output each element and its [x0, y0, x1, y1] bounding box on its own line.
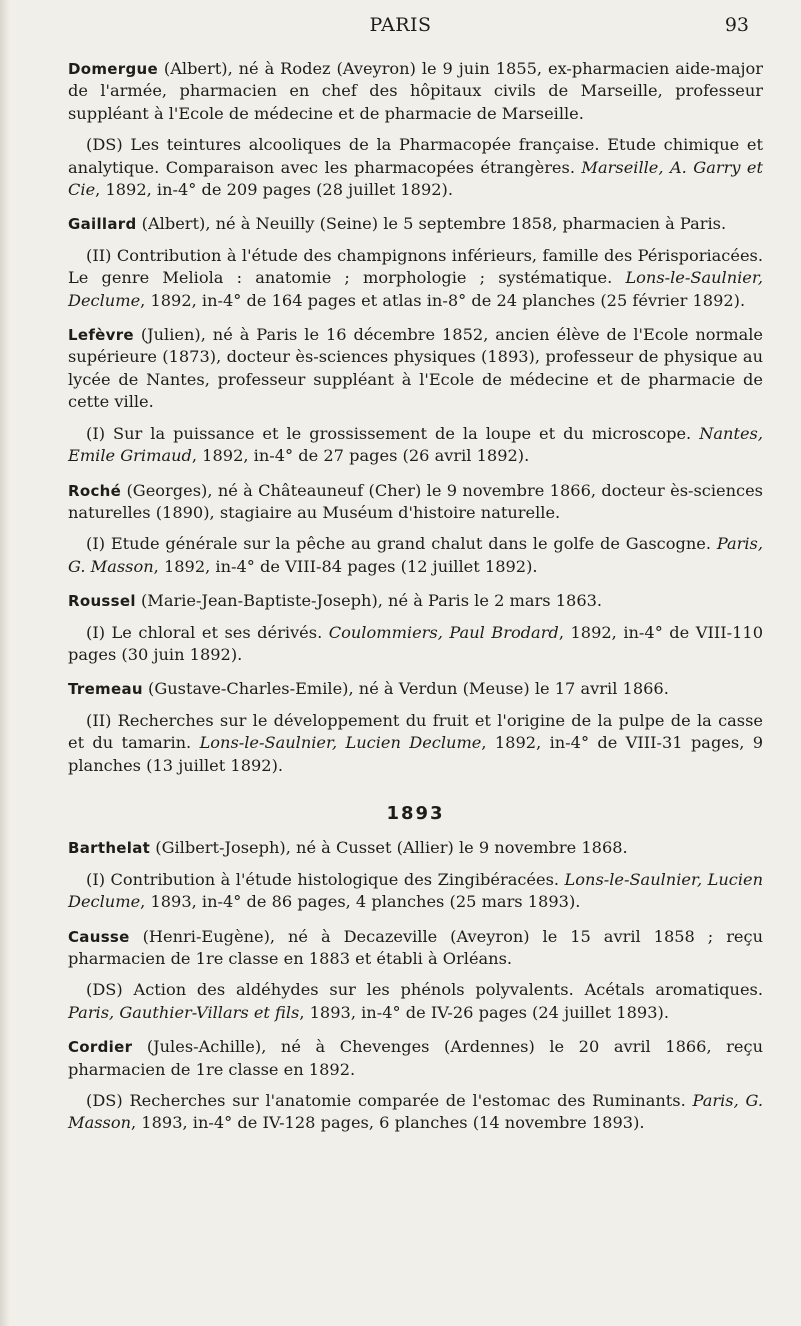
page-edge-shadow [0, 0, 10, 1326]
running-title: PARIS [369, 14, 432, 36]
work-title: (II) Contribution à l'étude des champignons inférieurs, famille des Périsporiacées. Le genre Meliola : anatomie ; morphologie ; systématique. [68, 245, 763, 288]
entry-bio [68, 324, 763, 414]
entry-bio-text: (Gilbert-Joseph), né à Cusset (Allier) le 9 novembre 1868. [150, 838, 628, 858]
entry-name: Roussel [68, 592, 136, 611]
entry-bio [68, 678, 763, 700]
work-details: , 1892, in-4° de VIII-31 pages, 9 planches (13 juillet 1892). [68, 733, 763, 775]
work-details: , 1893, in-4° de IV-26 pages (24 juillet 1893). [299, 1002, 669, 1022]
work-publisher: Paris, G. Masson [68, 1091, 764, 1133]
work-title: (I) Sur la puissance et le grossissement de la loupe et du microscope. [86, 423, 700, 443]
entry-work [68, 423, 763, 468]
page-content [68, 58, 763, 1135]
entry-work [68, 533, 763, 578]
work-title: (I) Contribution à l'étude histologique des Zingibéracées. [86, 869, 565, 889]
entry-work [68, 1090, 763, 1135]
work-title: (DS) Action des aldéhydes sur les phénols polyvalents. Acétals aromatiques. [86, 980, 763, 1000]
entry-bio [68, 1036, 763, 1081]
work-publisher: Lons-le-Saulnier, Lucien Declume [199, 733, 482, 753]
year-heading: 1893 [386, 802, 445, 824]
entry-work [68, 979, 763, 1024]
entry-work [68, 245, 763, 312]
work-title: (DS) Recherches sur l'anatomie comparée de l'estomac des Ruminants. [86, 1091, 693, 1111]
entry-bio [68, 213, 763, 235]
entry-bio-text: (Gustave-Charles-Emile), né à Verdun (Meuse) le 17 avril 1866. [142, 679, 669, 699]
entry-bio [68, 837, 763, 859]
entry-name: Gaillard [68, 215, 137, 234]
entry-bio-text: (Henri-Eugène), né à Decazeville (Aveyron) le 15 avril 1858 ; reçu pharmacien de 1re classe en 1883 et établi à Orléans. [68, 926, 763, 968]
work-publisher: Coulommiers, Paul Brodard [328, 622, 559, 642]
work-details: , 1892, in-4° de 164 pages et atlas in-8° de 24 planches (25 février 1892). [140, 290, 746, 310]
entry-bio-text: (Marie-Jean-Baptiste-Joseph), né à Paris le 2 mars 1863. [135, 591, 603, 611]
entry-bio-text: (Julien), né à Paris le 16 décembre 1852, ancien élève de l'Ecole normale supérieure (1873), docteur ès-sciences physiques (1893), professeur de physique au lycée de Nantes, professeur suppléant à l'Ecole de médecine et de pharmacie de cette ville. [68, 325, 763, 412]
entry-work [68, 710, 763, 777]
work-publisher: Paris, Gauthier-Villars et fils [68, 1002, 300, 1022]
work-title: (I) Le chloral et ses dérivés. [86, 622, 329, 642]
entry-name: Barthelat [68, 839, 151, 858]
work-details: , 1893, in-4° de 86 pages, 4 planches (25 mars 1893). [140, 892, 581, 912]
work-publisher: Paris, G. Masson [68, 534, 763, 576]
entry-name: Cordier [68, 1038, 133, 1057]
entry-bio-text: (Albert), né à Neuilly (Seine) le 5 septembre 1858, pharmacien à Paris. [136, 214, 727, 234]
page-header [0, 14, 801, 44]
entry-name: Roché [68, 481, 122, 500]
entry-work [68, 134, 763, 201]
entry-work [68, 869, 763, 914]
entry-bio [68, 590, 763, 612]
work-title: (DS) Les teintures alcooliques de la Pharmacopée française. Etude chimique et analytique. Comparaison avec les pharmacopées étrangères. [68, 135, 763, 177]
work-details: , 1892, in-4° de VIII-84 pages (12 juillet 1892). [153, 556, 538, 576]
work-publisher: Lons-le-Saulnier, Declume [68, 268, 763, 310]
entry-name: Tremeau [68, 680, 143, 699]
work-details: , 1893, in-4° de IV-128 pages, 6 planches (14 novembre 1893). [131, 1113, 645, 1133]
entry-bio-text: (Albert), né à Rodez (Aveyron) le 9 juin 1855, ex-pharmacien aide-major de l'armée, pharmacien en chef des hôpitaux civils de Marseille, professeur suppléant à l'Ecole de médecine et de pharmacie de Marseille. [68, 59, 763, 123]
work-title: (I) Etude générale sur la pêche au grand chalut dans le golfe de Gascogne. [86, 534, 717, 554]
entry-bio-text: (Jules-Achille), né à Chevenges (Ardennes) le 20 avril 1866, reçu pharmacien de 1re classe en 1892. [68, 1037, 763, 1079]
work-publisher: Marseille, A. Garry et Cie [68, 157, 764, 200]
entry-name: Causse [68, 927, 130, 946]
work-details: , 1892, in-4° de 27 pages (26 avril 1892). [191, 446, 530, 466]
page-number: 93 [724, 14, 749, 36]
work-publisher: Nantes, Emile Grimaud [68, 423, 763, 466]
entry-bio [68, 480, 763, 525]
work-title: (II) Recherches sur le développement du fruit et l'origine de la pulpe de la casse et du tamarin. [68, 710, 763, 753]
work-details: , 1892, in-4° de VIII-110 pages (30 juin 1892). [68, 622, 764, 664]
entry-bio-text: (Georges), né à Châteauneuf (Cher) le 9 novembre 1866, docteur ès-sciences naturelles (1890), stagiaire au Muséum d'histoire naturelle. [68, 480, 763, 522]
entry-name: Lefèvre [68, 326, 134, 345]
entry-name: Domergue [68, 60, 158, 78]
work-details: , 1892, in-4° de 209 pages (28 juillet 1892). [95, 180, 454, 200]
entry-work [68, 622, 763, 667]
work-publisher: Lons-le-Saulnier, Lucien Declume [68, 869, 764, 912]
entry-bio [68, 58, 763, 125]
entry-bio [68, 926, 763, 971]
